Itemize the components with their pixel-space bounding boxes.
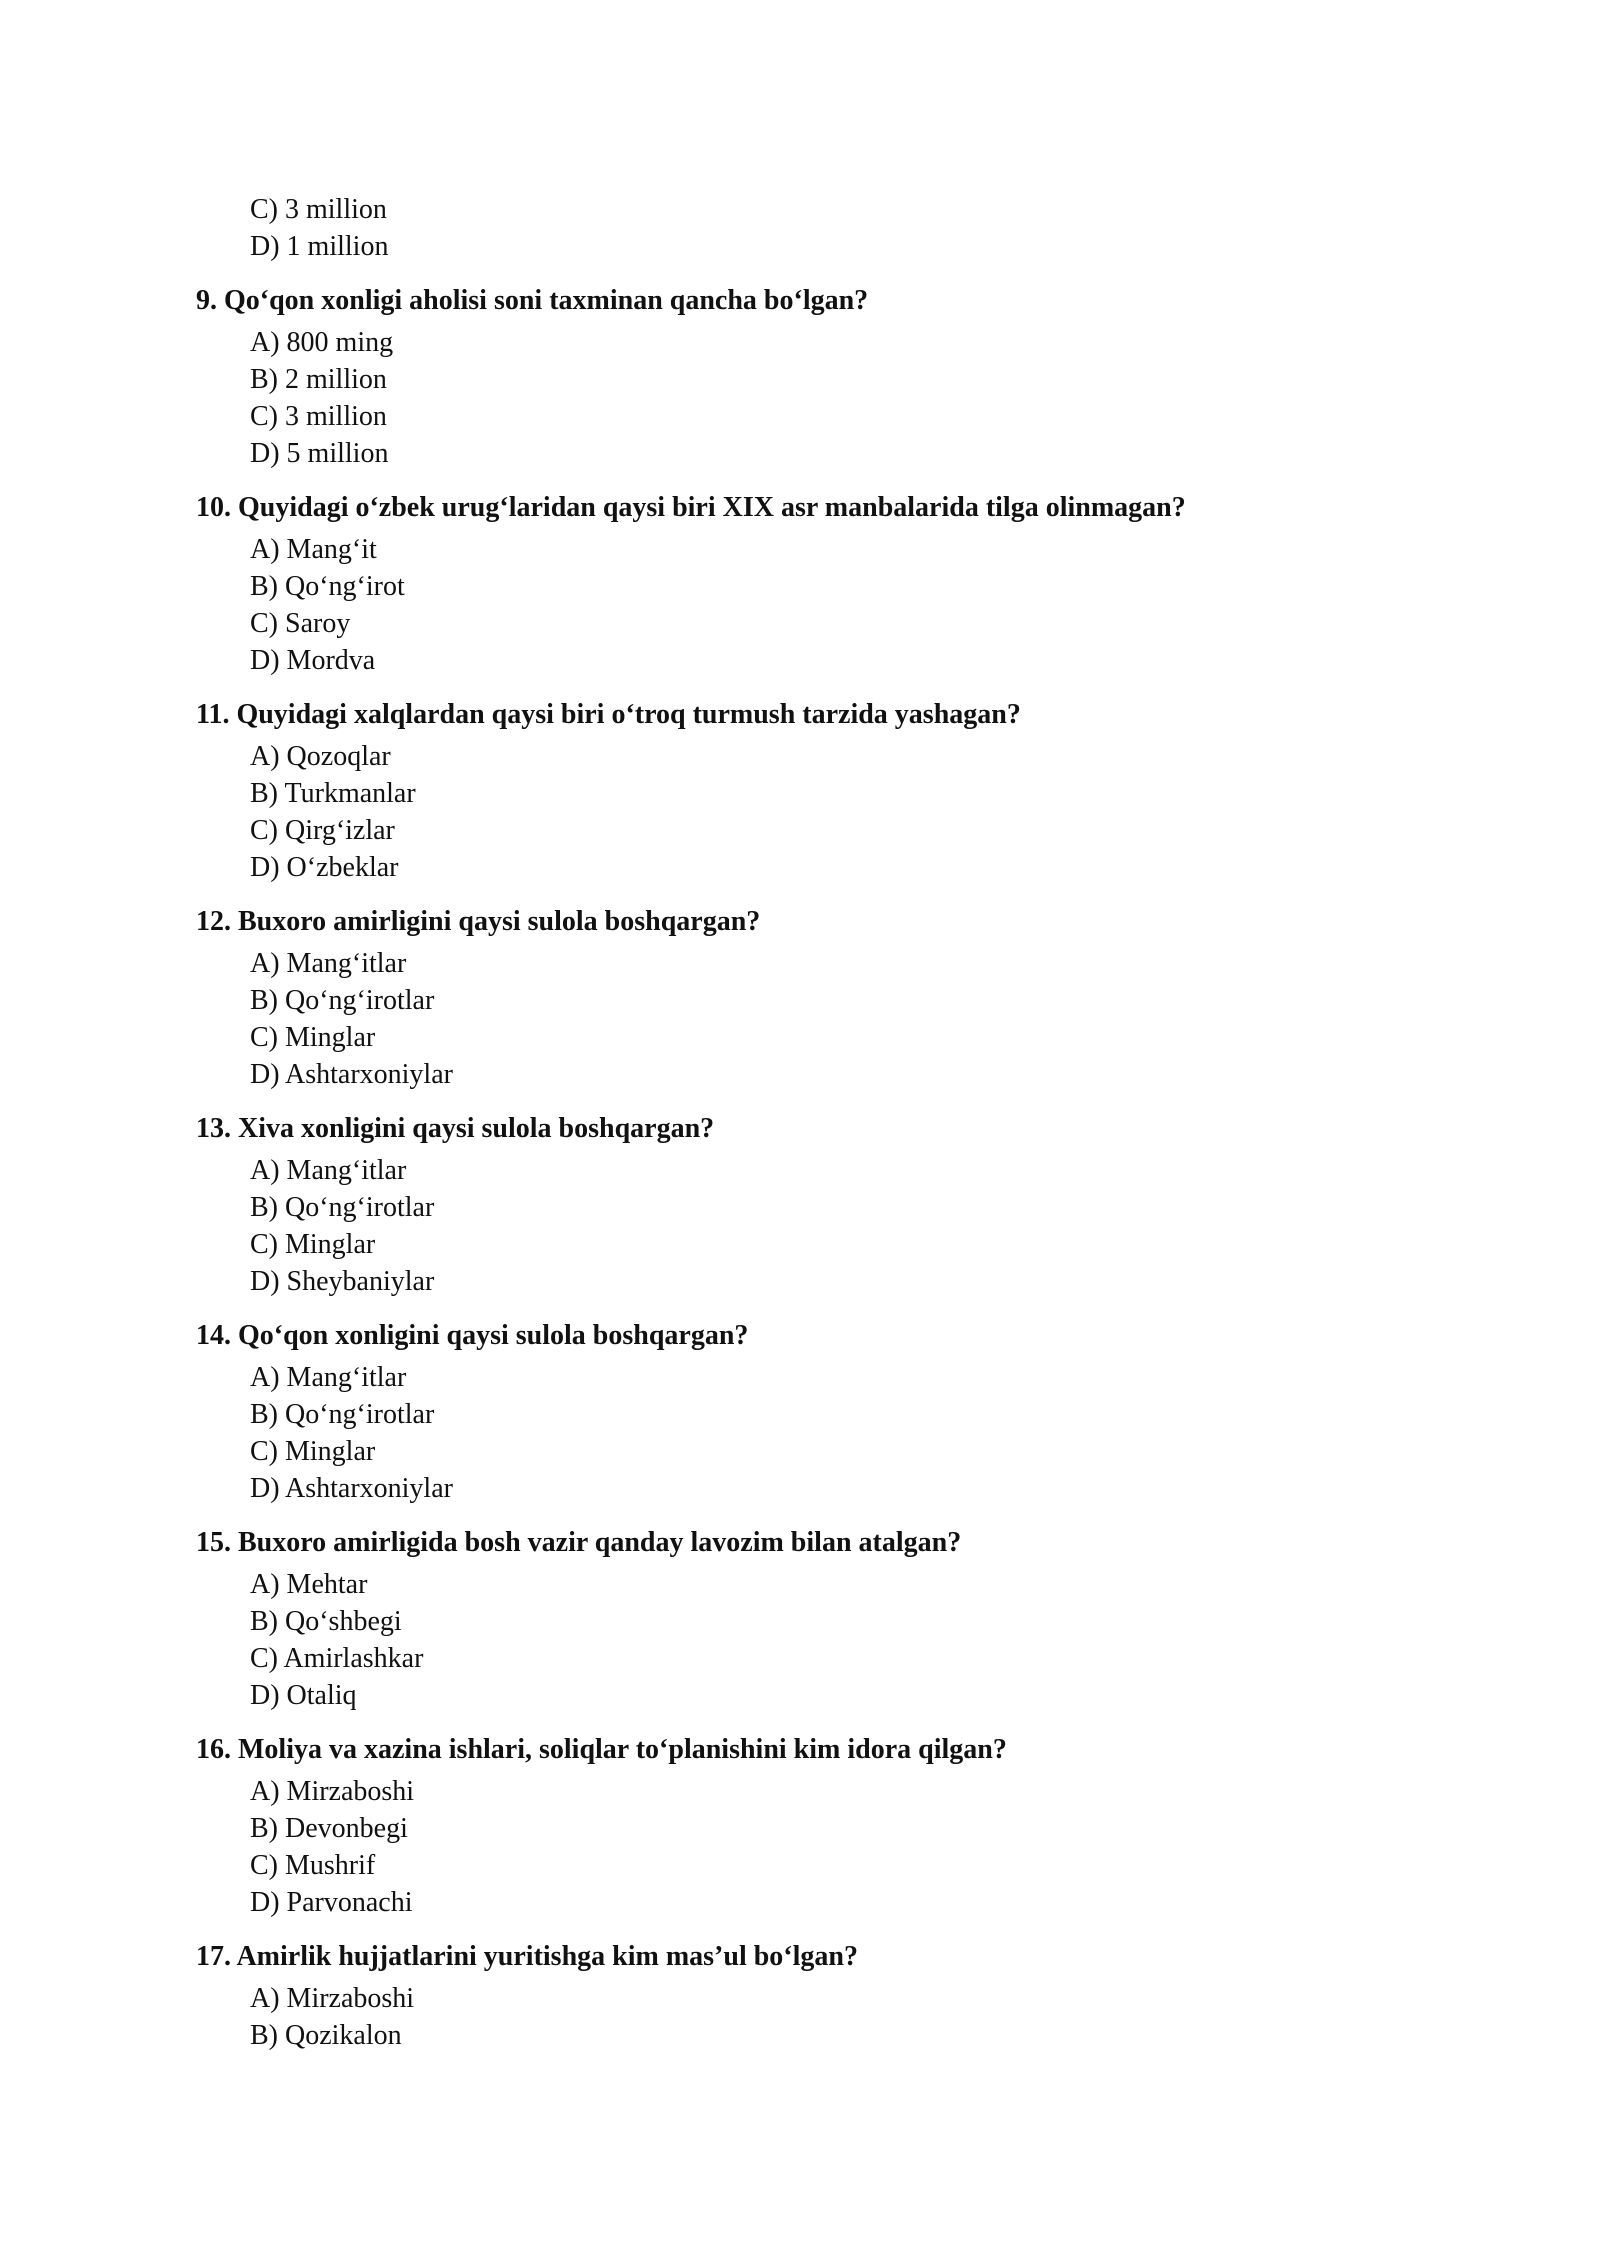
option-a: A) Mirzaboshi <box>250 1776 415 1807</box>
question-14 <box>196 1317 1600 1507</box>
question-10 <box>196 489 1600 679</box>
question-title: 16. Moliya va xazina ishlari, soliqlar to‘planishini kim idora qilgan? <box>196 1734 1007 1765</box>
option-d: D) 1 million <box>250 231 389 262</box>
option-d: D) O‘zbeklar <box>250 852 399 883</box>
option-a: A) Qozoqlar <box>250 741 391 772</box>
option-b: B) Turkmanlar <box>250 778 416 809</box>
question-title: 10. Quyidagi o‘zbek urug‘laridan qaysi biri XIX asr manbalarida tilga olinmagan? <box>196 492 1186 523</box>
question-17 <box>196 1938 1600 2054</box>
option-c: C) Qirg‘izlar <box>250 815 395 846</box>
option-b: B) Qozikalon <box>250 2020 402 2051</box>
option-b: B) Qo‘shbegi <box>250 1606 402 1637</box>
question-16 <box>196 1731 1600 1921</box>
question-9 <box>196 282 1600 472</box>
question-title: 15. Buxoro amirligida bosh vazir qanday lavozim bilan atalgan? <box>196 1527 962 1558</box>
option-d: D) Sheybaniylar <box>250 1266 435 1297</box>
option-a: A) Mang‘itlar <box>250 948 407 979</box>
option-c: C) 3 million <box>250 194 387 225</box>
question-11 <box>196 696 1600 886</box>
question-title: 11. Quyidagi xalqlardan qaysi biri o‘troq turmush tarzida yashagan? <box>196 699 1021 730</box>
option-b: B) Devonbegi <box>250 1813 408 1844</box>
option-d: D) Mordva <box>250 645 376 676</box>
option-d: D) 5 million <box>250 438 389 469</box>
option-a: A) 800 ming <box>250 327 394 358</box>
option-c: C) 3 million <box>250 401 387 432</box>
option-d: D) Parvonachi <box>250 1887 413 1918</box>
option-d: D) Ashtarxoniylar <box>250 1473 453 1504</box>
option-c: C) Minglar <box>250 1022 376 1053</box>
question-title: 12. Buxoro amirligini qaysi sulola boshqargan? <box>196 906 761 937</box>
question-title: 13. Xiva xonligini qaysi sulola boshqargan? <box>196 1113 715 1144</box>
option-b: B) Qo‘ng‘irotlar <box>250 1192 435 1223</box>
option-a: A) Mang‘it <box>250 534 377 565</box>
option-c: C) Amirlashkar <box>250 1643 424 1674</box>
continued-options <box>196 191 1600 265</box>
option-c: C) Mushrif <box>250 1850 376 1881</box>
option-b: B) 2 million <box>250 364 387 395</box>
question-title: 9. Qo‘qon xonligi aholisi soni taxminan qancha bo‘lgan? <box>196 285 869 316</box>
option-b: B) Qo‘ng‘irotlar <box>250 1399 435 1430</box>
option-b: B) Qo‘ng‘irotlar <box>250 985 435 1016</box>
question-15 <box>196 1524 1600 1714</box>
option-d: D) Otaliq <box>250 1680 357 1711</box>
question-12 <box>196 903 1600 1093</box>
option-c: C) Saroy <box>250 608 351 639</box>
option-a: A) Mang‘itlar <box>250 1155 407 1186</box>
option-d: D) Ashtarxoniylar <box>250 1059 453 1090</box>
option-c: C) Minglar <box>250 1436 376 1467</box>
option-a: A) Mang‘itlar <box>250 1362 407 1393</box>
option-b: B) Qo‘ng‘irot <box>250 571 405 602</box>
question-title: 14. Qo‘qon xonligini qaysi sulola boshqargan? <box>196 1320 749 1351</box>
question-title: 17. Amirlik hujjatlarini yuritishga kim mas’ul bo‘lgan? <box>196 1941 858 1972</box>
question-13 <box>196 1110 1600 1300</box>
option-a: A) Mirzaboshi <box>250 1983 415 2014</box>
option-a: A) Mehtar <box>250 1569 368 1600</box>
option-c: C) Minglar <box>250 1229 376 1260</box>
